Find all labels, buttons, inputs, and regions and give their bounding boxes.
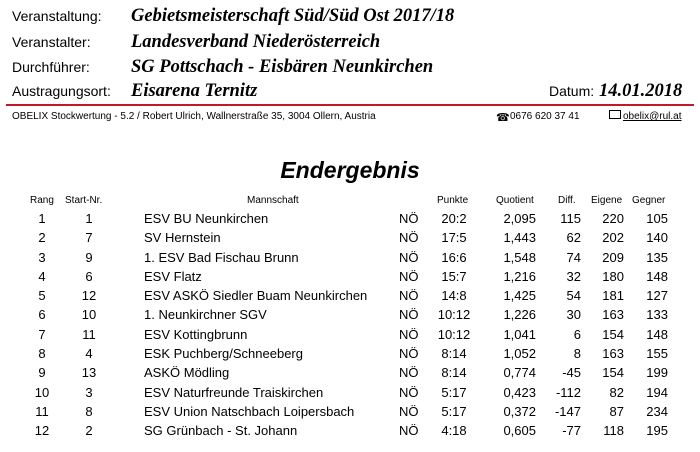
points-cell: 14:8 [441, 288, 467, 304]
rang-cell: 8 [38, 346, 46, 362]
datum-label: Datum: [549, 83, 595, 99]
diff-cell: 54 [566, 288, 581, 304]
rang-cell: 2 [38, 230, 46, 246]
start-number-cell: 3 [85, 384, 93, 400]
start-number-cell: 2 [85, 423, 93, 439]
table-row [0, 304, 700, 323]
start-number-cell: 9 [85, 249, 93, 265]
own-score-cell: 163 [602, 307, 624, 323]
own-score-cell: 180 [602, 268, 624, 284]
start-number-cell: 4 [85, 346, 93, 362]
opponent-score-cell: 133 [646, 307, 668, 323]
datum-value: 14.01.2018 [599, 81, 683, 101]
own-score-cell: 82 [609, 384, 624, 400]
region-cell: NÖ [399, 268, 419, 284]
points-cell: 16:6 [441, 249, 467, 265]
quotient-cell: 1,548 [503, 249, 536, 265]
own-score-cell: 87 [609, 403, 624, 419]
quotient-cell: 0,605 [503, 423, 536, 439]
diff-cell: 30 [566, 307, 581, 323]
results-table [0, 208, 700, 440]
region-cell: NÖ [399, 230, 419, 246]
table-row [0, 285, 700, 304]
own-score-cell: 154 [602, 326, 624, 342]
points-cell: 10:12 [437, 326, 471, 342]
austragungsort-label: Austragungsort: [12, 83, 111, 99]
opponent-score-cell: 135 [646, 249, 668, 265]
own-score-cell: 118 [603, 423, 624, 439]
opponent-score-cell: 127 [646, 288, 668, 304]
page-title: Endergebnis [280, 157, 420, 183]
quotient-cell: 0,774 [503, 365, 536, 381]
header-divider [6, 104, 694, 106]
rang-cell: 11 [35, 403, 49, 419]
quotient-cell: 1,443 [503, 230, 536, 246]
start-number-cell: 11 [82, 326, 96, 342]
region-cell: NÖ [399, 326, 419, 342]
team-cell: ESV Union Natschbach Loipersbach [144, 403, 355, 419]
diff-cell: -147 [554, 403, 581, 419]
team-cell: SG Grünbach - St. Johann [144, 423, 298, 439]
opponent-score-cell: 155 [646, 346, 668, 362]
rang-cell: 9 [38, 365, 46, 381]
table-row [0, 247, 700, 266]
rang-cell: 10 [34, 384, 50, 400]
region-cell: NÖ [399, 365, 419, 381]
column-header-start: Start-Nr. [65, 195, 103, 206]
opponent-score-cell: 105 [646, 211, 668, 226]
team-cell: 1. Neunkirchner SGV [144, 307, 267, 323]
rang-cell: 12 [34, 423, 50, 439]
diff-cell: 6 [573, 326, 581, 342]
diff-cell: -45 [562, 365, 581, 381]
veranstalter-value: Landesverband Niederösterreich [131, 32, 381, 52]
email-link[interactable]: obelix@rul.at [623, 111, 682, 122]
opponent-score-cell: 199 [646, 365, 668, 381]
diff-cell: 62 [566, 230, 581, 246]
rang-cell: 4 [38, 268, 46, 284]
team-cell: ESV Naturfreunde Traiskirchen [144, 384, 324, 400]
table-row [0, 401, 700, 420]
region-cell: NÖ [399, 346, 419, 362]
start-number-cell: 12 [81, 288, 97, 304]
opponent-score-cell: 195 [646, 423, 668, 439]
durchfuehrer-value: SG Pottschach - Eisbären Neunkirchen [131, 57, 434, 77]
envelope-icon [609, 110, 621, 119]
own-score-cell: 163 [602, 346, 624, 362]
quotient-cell: 2,095 [503, 211, 536, 226]
column-header-own: Eigene [591, 195, 623, 206]
points-cell: 5:17 [441, 384, 467, 400]
own-score-cell: 154 [602, 365, 624, 381]
region-cell: NÖ [399, 307, 419, 323]
diff-cell: 115 [560, 211, 581, 226]
column-header-team: Mannschaft [247, 195, 299, 206]
start-number-cell: 6 [85, 268, 93, 284]
region-cell: NÖ [399, 384, 419, 400]
quotient-cell: 0,372 [503, 403, 536, 419]
veranstaltung-label: Veranstaltung: [12, 8, 102, 24]
table-row [0, 208, 700, 227]
phone-number: 0676 620 37 41 [510, 111, 580, 122]
opponent-score-cell: 234 [646, 403, 668, 419]
own-score-cell: 181 [602, 288, 624, 304]
table-row [0, 343, 700, 362]
start-number-cell: 10 [81, 307, 97, 323]
diff-cell: 32 [566, 268, 581, 284]
start-number-cell: 7 [85, 230, 93, 246]
start-number-cell: 13 [81, 365, 97, 381]
points-cell: 10:12 [437, 307, 471, 323]
diff-cell: -77 [562, 423, 581, 439]
team-cell: ESV BU Neunkirchen [144, 211, 269, 226]
rang-cell: 7 [38, 326, 46, 342]
team-cell: SV Hernstein [144, 230, 221, 246]
rang-cell: 3 [38, 249, 46, 265]
rang-cell: 6 [38, 307, 46, 323]
table-row [0, 362, 700, 381]
quotient-cell: 0,423 [503, 384, 536, 400]
column-header-points: Punkte [437, 195, 469, 206]
team-cell: 1. ESV Bad Fischau Brunn [144, 249, 299, 265]
points-cell: 8:14 [441, 346, 467, 362]
own-score-cell: 220 [602, 211, 624, 226]
opponent-score-cell: 140 [646, 230, 668, 246]
software-credit: OBELIX Stockwertung - 5.2 / Robert Ulrich, Wallnerstraße 35, 3004 Ollern, Austria [12, 111, 376, 122]
quotient-cell: 1,041 [503, 326, 536, 342]
region-cell: NÖ [399, 423, 419, 439]
quotient-cell: 1,216 [503, 268, 536, 284]
region-cell: NÖ [399, 211, 419, 226]
region-cell: NÖ [399, 403, 419, 419]
diff-cell: -112 [555, 384, 581, 400]
points-cell: 15:7 [441, 268, 467, 284]
column-header-diff: Diff. [558, 195, 576, 206]
table-row [0, 382, 700, 401]
veranstaltung-value: Gebietsmeisterschaft Süd/Süd Ost 2017/18 [131, 6, 455, 26]
durchfuehrer-label: Durchführer: [12, 59, 90, 75]
points-cell: 8:14 [441, 365, 467, 381]
points-cell: 5:17 [441, 403, 467, 419]
points-cell: 20:2 [441, 211, 467, 226]
region-cell: NÖ [399, 249, 419, 265]
phone-icon: ☎ [496, 112, 510, 124]
team-cell: ESV ASKÖ Siedler Buam Neunkirchen [144, 288, 368, 304]
start-number-cell: 1 [85, 211, 93, 226]
team-cell: ESV Kottingbrunn [144, 326, 248, 342]
own-score-cell: 202 [602, 230, 624, 246]
region-cell: NÖ [399, 288, 419, 304]
veranstalter-label: Veranstalter: [12, 34, 91, 50]
team-cell: ESK Puchberg/Schneeberg [144, 346, 303, 362]
start-number-cell: 8 [85, 403, 93, 419]
opponent-score-cell: 194 [646, 384, 668, 400]
opponent-score-cell: 148 [646, 268, 668, 284]
table-row [0, 266, 700, 285]
table-row [0, 420, 700, 439]
diff-cell: 8 [573, 346, 581, 362]
column-header-opp: Gegner [632, 195, 666, 206]
opponent-score-cell: 148 [646, 326, 668, 342]
own-score-cell: 209 [602, 249, 624, 265]
rang-cell: 1 [38, 211, 46, 226]
quotient-cell: 1,425 [503, 288, 536, 304]
quotient-cell: 1,052 [503, 346, 536, 362]
austragungsort-value: Eisarena Ternitz [131, 81, 258, 101]
diff-cell: 74 [566, 249, 581, 265]
points-cell: 4:18 [441, 423, 467, 439]
quotient-cell: 1,226 [503, 307, 536, 323]
team-cell: ASKÖ Mödling [144, 365, 230, 381]
column-header-quotient: Quotient [496, 195, 534, 206]
column-header-rang: Rang [30, 195, 54, 206]
table-row [0, 324, 700, 343]
points-cell: 17:5 [441, 230, 467, 246]
table-row [0, 227, 700, 246]
team-cell: ESV Flatz [144, 268, 202, 284]
rang-cell: 5 [38, 288, 46, 304]
